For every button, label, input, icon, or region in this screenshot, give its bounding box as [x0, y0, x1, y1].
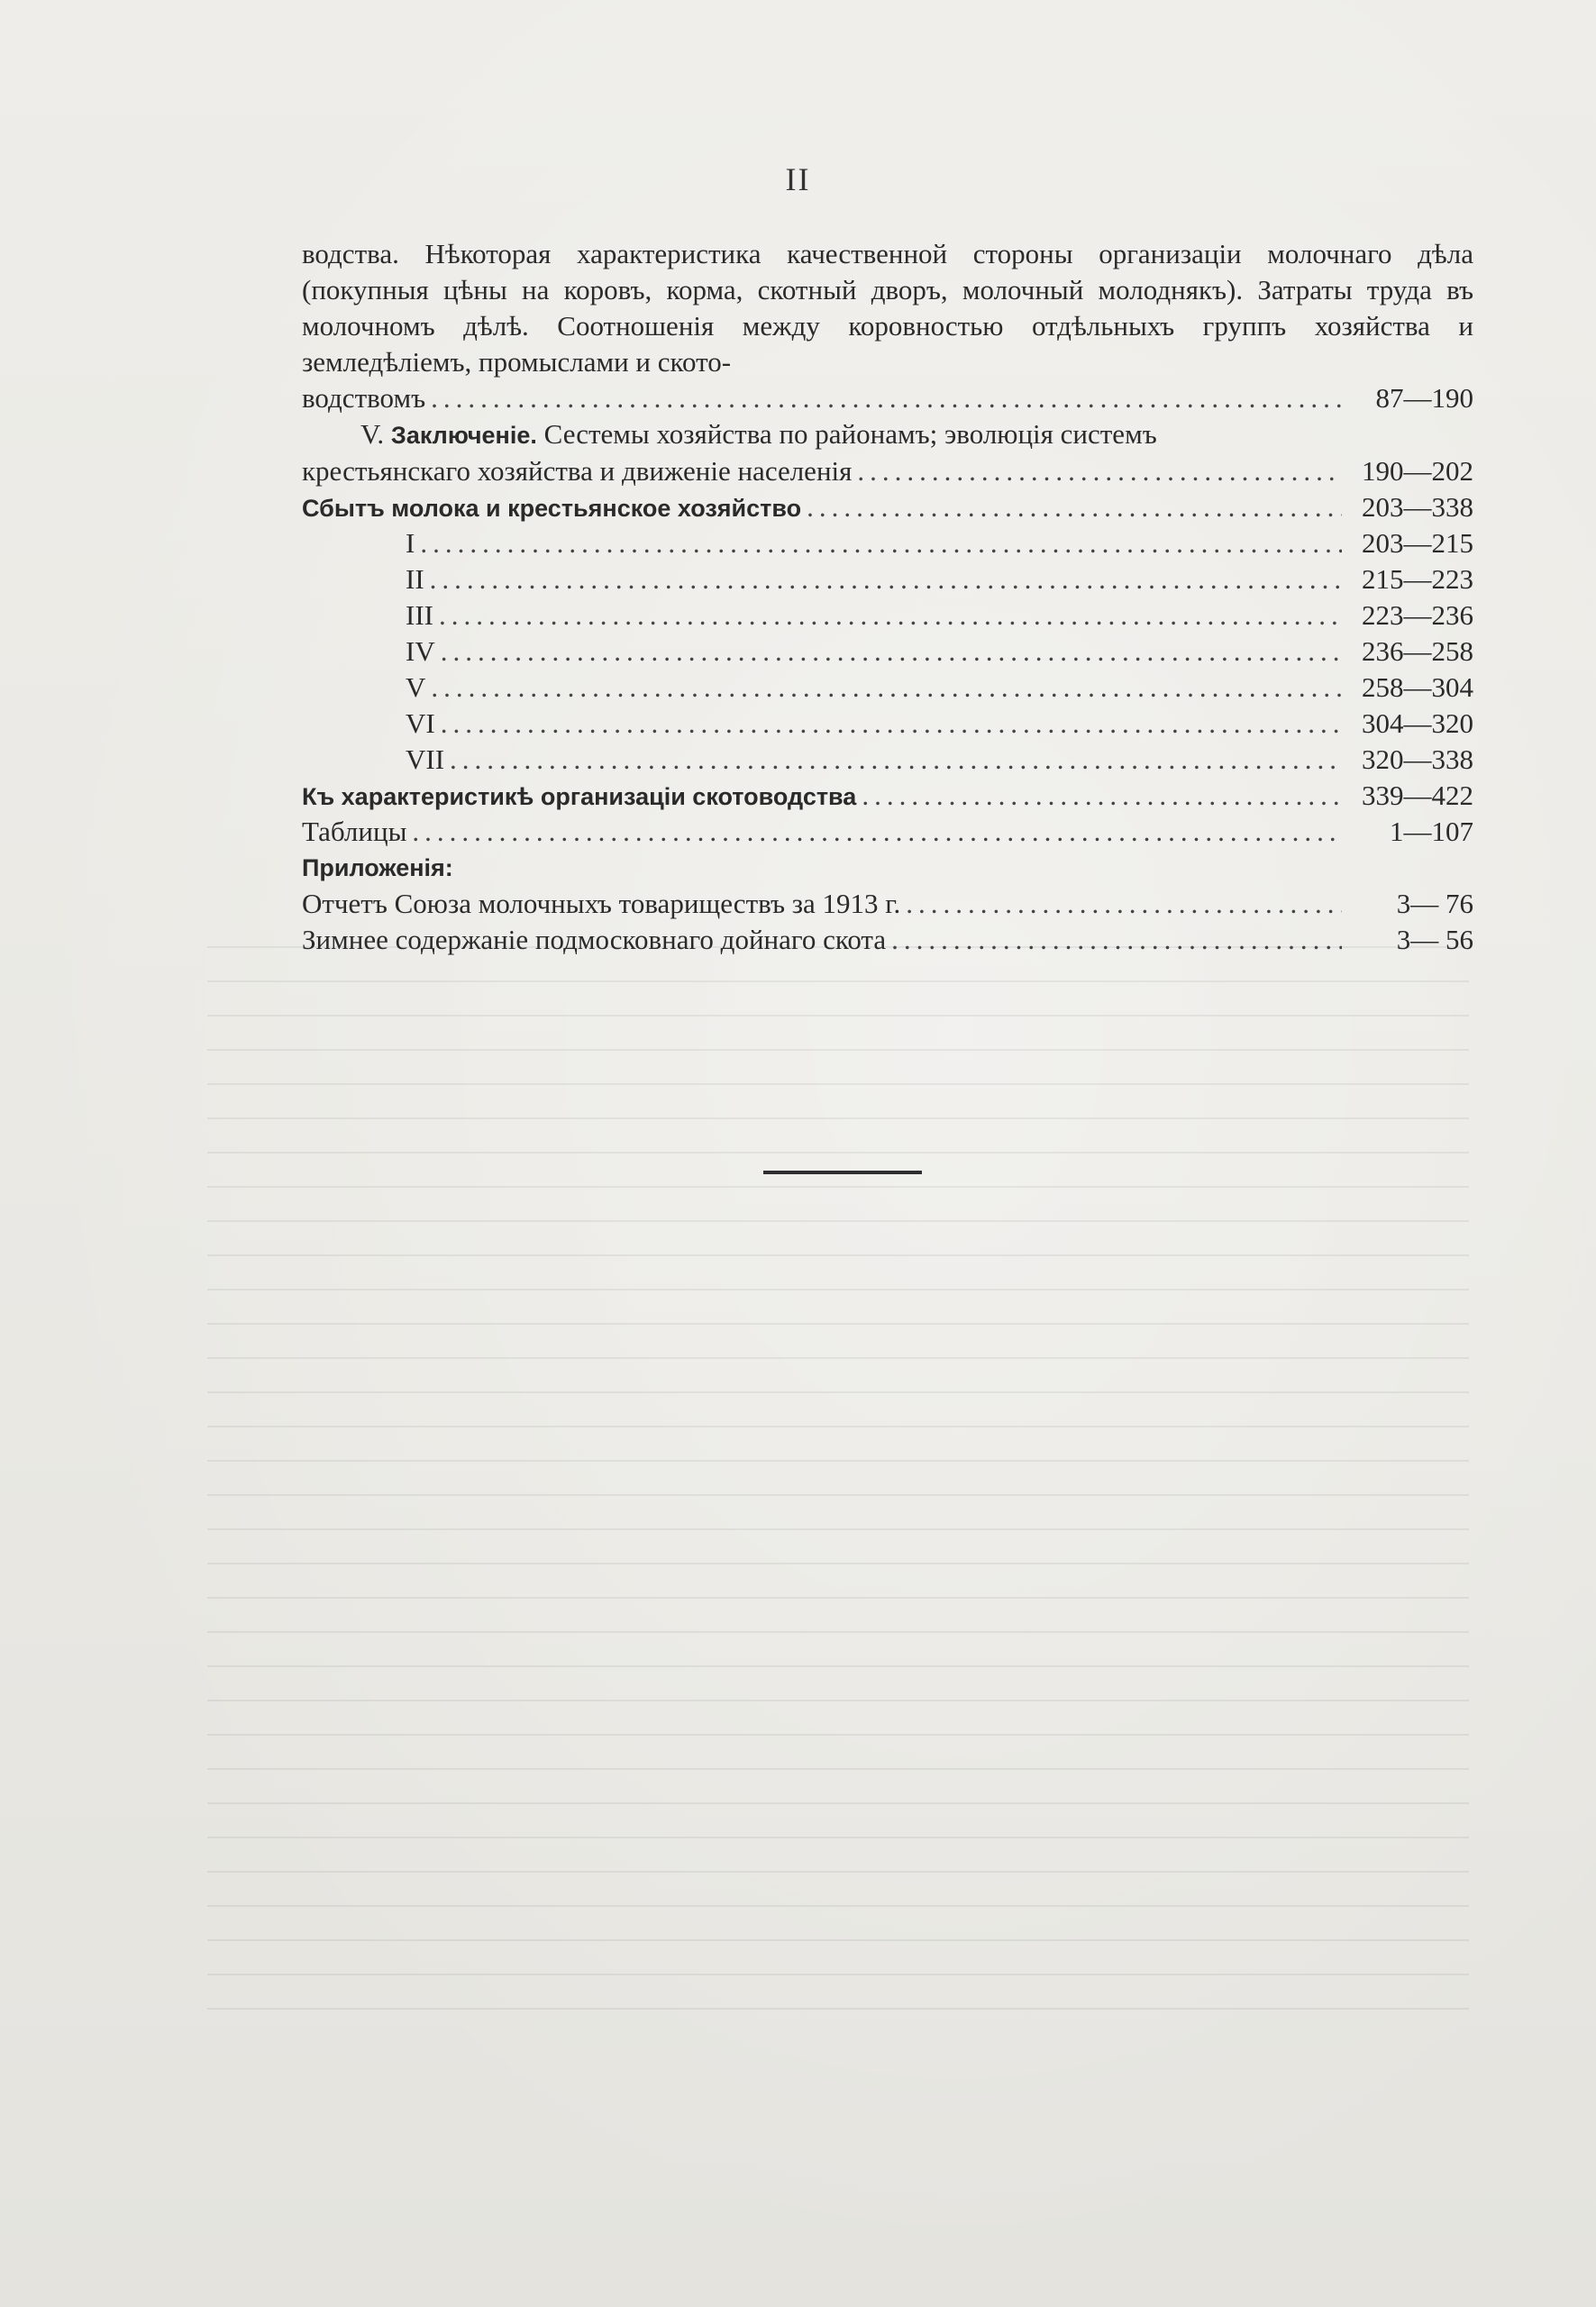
toc-entry-label: III	[406, 599, 433, 631]
leader-dots	[857, 453, 1342, 489]
toc-roman-entry	[302, 634, 1473, 670]
toc-entry-pages: 1—107	[1390, 816, 1473, 847]
page-number: II	[785, 161, 811, 197]
leader-dots	[441, 634, 1342, 670]
toc-entry-label: Сбытъ молока и крестьянское хозяйство	[302, 495, 802, 522]
leader-dots	[420, 525, 1342, 561]
appendix-title: Приложенія:	[302, 854, 453, 881]
toc-entry-label: Таблицы	[302, 816, 407, 847]
section-5-heading: Заключеніе.	[390, 422, 537, 449]
toc-entry-label: Къ характеристикѣ организаціи скотоводства	[302, 783, 857, 810]
toc-entry	[302, 453, 1473, 489]
toc-entry-label: I	[406, 527, 415, 559]
section-5-number: V.	[360, 418, 385, 450]
toc-entry-pages: 236—258	[1362, 635, 1473, 667]
toc-entry-pages: 87—190	[1375, 382, 1473, 414]
toc-appendix-heading	[302, 850, 1473, 886]
toc-roman-entry	[302, 561, 1473, 597]
toc-entry-label: Отчетъ Союза молочныхъ товариществъ за 1913 г.	[302, 888, 901, 919]
leader-dots	[441, 706, 1342, 742]
toc-entry-cattle	[302, 778, 1473, 814]
leader-dots	[906, 886, 1342, 922]
toc-roman-entry	[302, 525, 1473, 561]
toc-continued-paragraph: водства. Нѣкоторая характеристика качественной стороны организаціи молочнаго дѣла (покупныя цѣны на коровъ, корма, скотный дворъ, молочный молоднякъ). Затраты труда въ молочномъ дѣлѣ. Соотношенія между коровностью отдѣльныхъ группъ хозяйства и земледѣліемъ, промыслами и ското-	[302, 238, 1473, 378]
leader-dots	[431, 670, 1342, 706]
toc-entry-pages: 203—338	[1362, 491, 1473, 523]
toc-entry-pages: 3— 56	[1396, 924, 1473, 955]
toc-entry-pages: 215—223	[1362, 563, 1473, 595]
toc-entry-label: VI	[406, 707, 435, 739]
toc-entry-pages: 3— 76	[1396, 888, 1473, 919]
toc-entry-label: Зимнее содержаніе подмосковнаго дойнаго скота	[302, 924, 887, 955]
toc-entry-label: V	[406, 671, 426, 703]
toc-section-5	[302, 416, 1473, 453]
toc-entry-pages: 223—236	[1362, 599, 1473, 631]
show-through-texture	[207, 946, 1469, 2028]
toc-entry-label: крестьянскаго хозяйства и движеніе населенія	[302, 455, 853, 487]
toc-appendix-entry	[302, 922, 1473, 958]
leader-dots	[807, 489, 1342, 525]
toc-roman-entry	[302, 742, 1473, 778]
toc-entry-label: VII	[406, 743, 445, 775]
toc-entry	[302, 380, 1473, 416]
leader-dots	[439, 597, 1342, 634]
toc-appendix-entry	[302, 886, 1473, 922]
leader-dots	[430, 561, 1342, 597]
leader-dots	[862, 778, 1342, 814]
toc-entry-milk	[302, 489, 1473, 525]
toc-entry-pages: 304—320	[1362, 707, 1473, 739]
toc-entry-pages: 320—338	[1362, 743, 1473, 775]
toc-entry-tables	[302, 814, 1473, 850]
toc-roman-entry	[302, 597, 1473, 634]
leader-dots	[450, 742, 1342, 778]
toc-entry-label: IV	[406, 635, 435, 667]
toc-entry-pages: 203—215	[1362, 527, 1473, 559]
toc-roman-entry	[302, 670, 1473, 706]
decorative-rule	[763, 1171, 922, 1174]
toc-entry-pages: 339—422	[1362, 780, 1473, 811]
table-of-contents	[302, 236, 1473, 958]
toc-roman-entry	[302, 706, 1473, 742]
toc-entry-pages: 190—202	[1362, 455, 1473, 487]
toc-entry-label: II	[406, 563, 424, 595]
toc-entry-label: водствомъ	[302, 382, 426, 414]
section-5-text: Сестемы хозяйства по районамъ; эволюція системъ	[543, 418, 1157, 450]
leader-dots	[891, 922, 1342, 958]
leader-dots	[431, 380, 1342, 416]
leader-dots	[412, 814, 1342, 850]
toc-entry-pages: 258—304	[1362, 671, 1473, 703]
